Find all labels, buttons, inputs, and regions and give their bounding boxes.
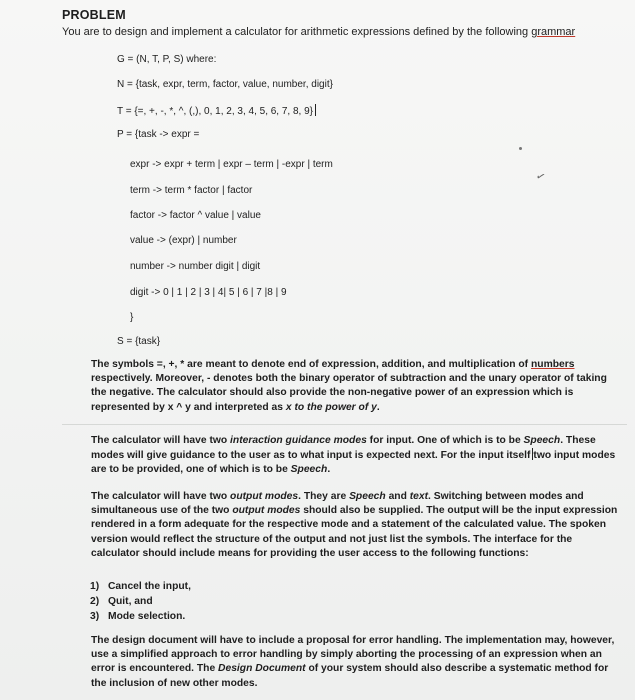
paragraph-symbols: The symbols =, +, * are meant to denote end of expression, addition, and multiplication of numbers respectively. Moreover, - denotes both the binary operator of subtraction and the unary operator of taking the negative. The calculator should also provide the non-negative power of an expression which is represented by x ^ y and interpreted as x to the power of y. — [91, 359, 607, 413]
rule-expr: expr -> expr + term | expr – term | -expr | term — [130, 159, 333, 170]
rule-value: value -> (expr) | number — [130, 235, 237, 246]
productions-start: P = {task -> expr = — [117, 129, 200, 140]
paragraph-error-handling: The design document will have to include a proposal for error handling. The implementation may, however, use a simplified approach to error handling by simply aborting the processing of an expression when an error is encountered. The Design Document of your system should also describe a systematic method for the inclusion of new other modes. — [91, 635, 615, 689]
divider — [62, 424, 627, 425]
check-mark: ✓ — [534, 169, 547, 185]
terminals: T = {=, +, -, *, ^, (,), 0, 1, 2, 3, 4, 5, 6, 7, 8, 9} — [117, 104, 316, 117]
list-item: 2) Quit, and — [90, 596, 153, 607]
text-cursor — [315, 104, 316, 116]
numbers-link: numbers — [530, 359, 575, 370]
problem-intro: You are to design and implement a calculator for arithmetic expressions defined by the following grammar — [62, 26, 576, 38]
stray-mark — [519, 147, 522, 150]
productions-close: } — [130, 312, 134, 323]
paragraph-output-modes: The calculator will have two output modes. They are Speech and text. Switching between modes and simultaneous use of the two output modes should also be supplied. The output will be the input expression rendered in a form adequate for the respective mode and a statement of the calculated value. The spoken version would reflect the structure of the output and not just list the symbols. The interface for the calculator should include means for providing the user access to the following functions: — [91, 491, 618, 559]
paragraph-interaction-modes: The calculator will have two interaction guidance modes for input. One of which is to be Speech. These modes will give guidance to the user as to what input is expected next. For the input itself two input modes are to be provided, one of which is to be Speech. — [91, 435, 616, 476]
list-item: 3) Mode selection. — [90, 611, 186, 622]
grammar-tuple: G = (N, T, P, S) where: — [117, 54, 217, 65]
page-title: PROBLEM — [62, 8, 126, 22]
rule-factor: factor -> factor ^ value | value — [130, 210, 261, 221]
rule-term: term -> term * factor | factor — [130, 185, 253, 196]
rule-digit: digit -> 0 | 1 | 2 | 3 | 4| 5 | 6 | 7 |8 | 9 — [130, 287, 287, 298]
nonterminals: N = {task, expr, term, factor, value, number, digit} — [117, 79, 333, 90]
start-symbol: S = {task} — [117, 336, 161, 347]
rule-number: number -> number digit | digit — [130, 261, 261, 272]
list-item: 1) Cancel the input, — [90, 581, 191, 592]
grammar-link: grammar — [531, 26, 576, 38]
functions-list — [90, 579, 191, 624]
